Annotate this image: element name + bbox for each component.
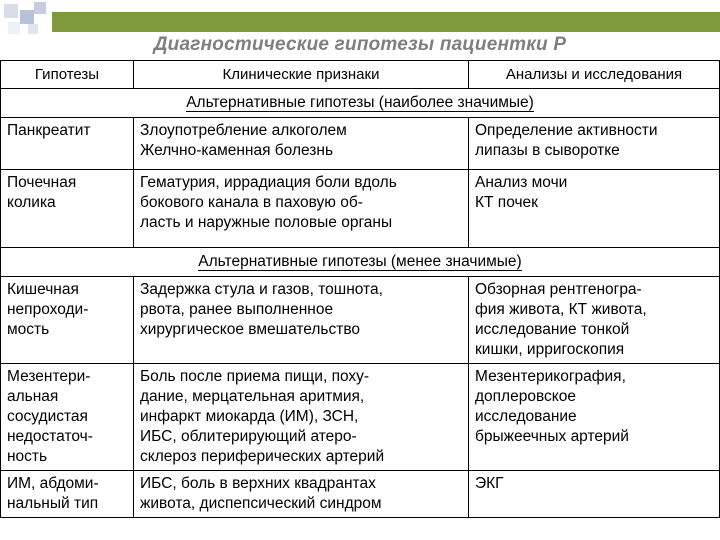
page-title: Диагностические гипотезы пациентки Р — [153, 34, 567, 55]
column-header-tests: Анализы и исследования — [469, 61, 720, 89]
signs-cell: Гематурия, иррадиация боли вдоль бокового канала в паховую об- ласть и наружные половые органы — [134, 170, 469, 248]
column-header-signs: Клинические признаки — [134, 61, 469, 89]
decor-square — [34, 2, 46, 14]
section-row — [1, 248, 720, 277]
section-title: Альтернативные гипотезы (менее значимые) — [198, 253, 522, 270]
table-row — [1, 170, 720, 248]
hypothesis-cell: Панкреатит — [1, 118, 134, 170]
signs-cell: Злоупотребление алкоголем Желчно-каменная болезнь — [134, 118, 469, 170]
table-row — [1, 471, 720, 518]
signs-cell: Боль после приема пищи, поху- дание, мерцательная аритмия, инфаркт миокарда (ИМ), ЗСН, ИБС, облитерирующий атеро- склероз периферических артерий — [134, 364, 469, 471]
decor-square — [28, 24, 38, 34]
hypothesis-cell: Почечная колика — [1, 170, 134, 248]
signs-cell: ИБС, боль в верхних квадрантах живота, диспепсический синдром — [134, 471, 469, 518]
column-header-hypotheses: Гипотезы — [1, 61, 134, 89]
tests-cell: Определение активности липазы в сыворотке — [469, 118, 720, 170]
table-row — [1, 364, 720, 471]
hypothesis-cell: Кишечная непроходи- мость — [1, 277, 134, 364]
tests-cell: Мезентерикография, доплеровское исследование брыжеечных артерий — [469, 364, 720, 471]
section-row — [1, 89, 720, 118]
decor-square — [8, 22, 20, 34]
table-row — [1, 277, 720, 364]
header-decor-bar — [52, 12, 720, 32]
hypothesis-cell: ИМ, абдоми- нальный тип — [1, 471, 134, 518]
tests-cell: Обзорная рентгеногра- фия живота, КТ живота, исследование тонкой кишки, ирригоскопия — [469, 277, 720, 364]
section-title: Альтернативные гипотезы (наиболее значимые) — [186, 94, 534, 111]
tests-cell: Анализ мочи КТ почек — [469, 170, 720, 248]
hypothesis-cell: Мезентери- альная сосудистая недостаточ- ность — [1, 364, 134, 471]
table-header-row — [1, 61, 720, 89]
tests-cell: ЭКГ — [469, 471, 720, 518]
decor-square — [4, 4, 18, 18]
signs-cell: Задержка стула и газов, тошнота, рвота, ранее выполненное хирургическое вмешательство — [134, 277, 469, 364]
decor-square — [20, 10, 34, 24]
hypotheses-table — [0, 60, 720, 518]
table-row — [1, 118, 720, 170]
